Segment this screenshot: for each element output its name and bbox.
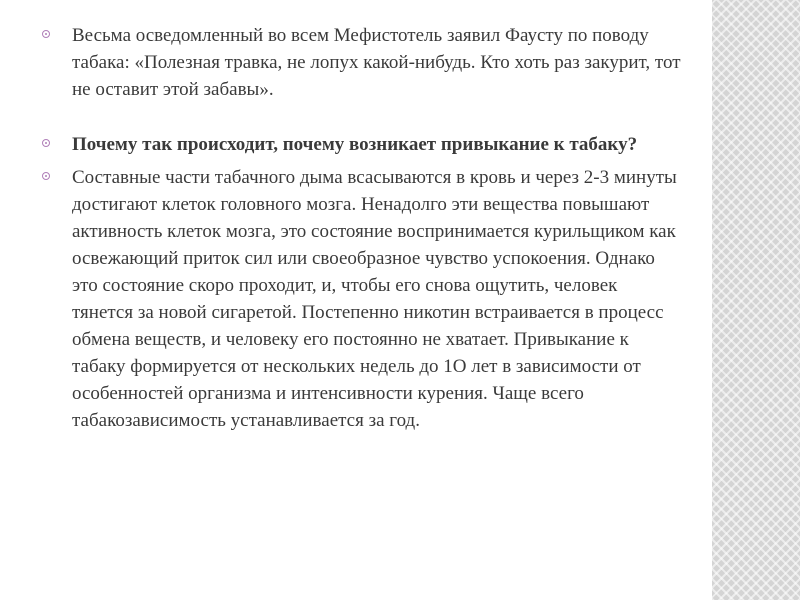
quote-text: Весьма осведомленный во всем Мефистотель заявил Фаусту по поводу табака: «Полезная травка, не лопух какой-нибудь. Кто хоть раз закурит, тот не оставит этой забавы». — [72, 25, 681, 100]
circle-bullet-icon — [42, 172, 50, 180]
question-text: Почему так происходит, почему возникает привыкание к табаку? — [72, 134, 638, 155]
decorative-side-stripe — [712, 0, 800, 600]
circle-bullet-icon — [42, 139, 50, 147]
bullet-item-explanation — [42, 164, 682, 434]
slide-content — [42, 22, 682, 434]
explanation-text: Составные части табачного дыма всасываются в кровь и через 2-3 минуты достигают клеток головного мозга. Ненадолго эти вещества повышают активность клеток мозга, это состояние воспринимается курильщиком как освежающий приток сил или своеобразное чувство успокоения. Однако это состояние скоро проходит, и, чтобы его снова ощутить, человек тянется за новой сигаретой. Постепенно никотин встраивается в процесс обмена веществ, и человеку его постоянно не хватает. Привыкание к табаку формируется от нескольких недель до 1О лет в зависимости от особенностей организма и интенсивности курения. Чаще всего табакозависимость устанавливается за год. — [72, 167, 677, 431]
circle-bullet-icon — [42, 30, 50, 38]
bullet-item-quote — [42, 22, 682, 103]
bullet-item-question — [42, 131, 682, 158]
